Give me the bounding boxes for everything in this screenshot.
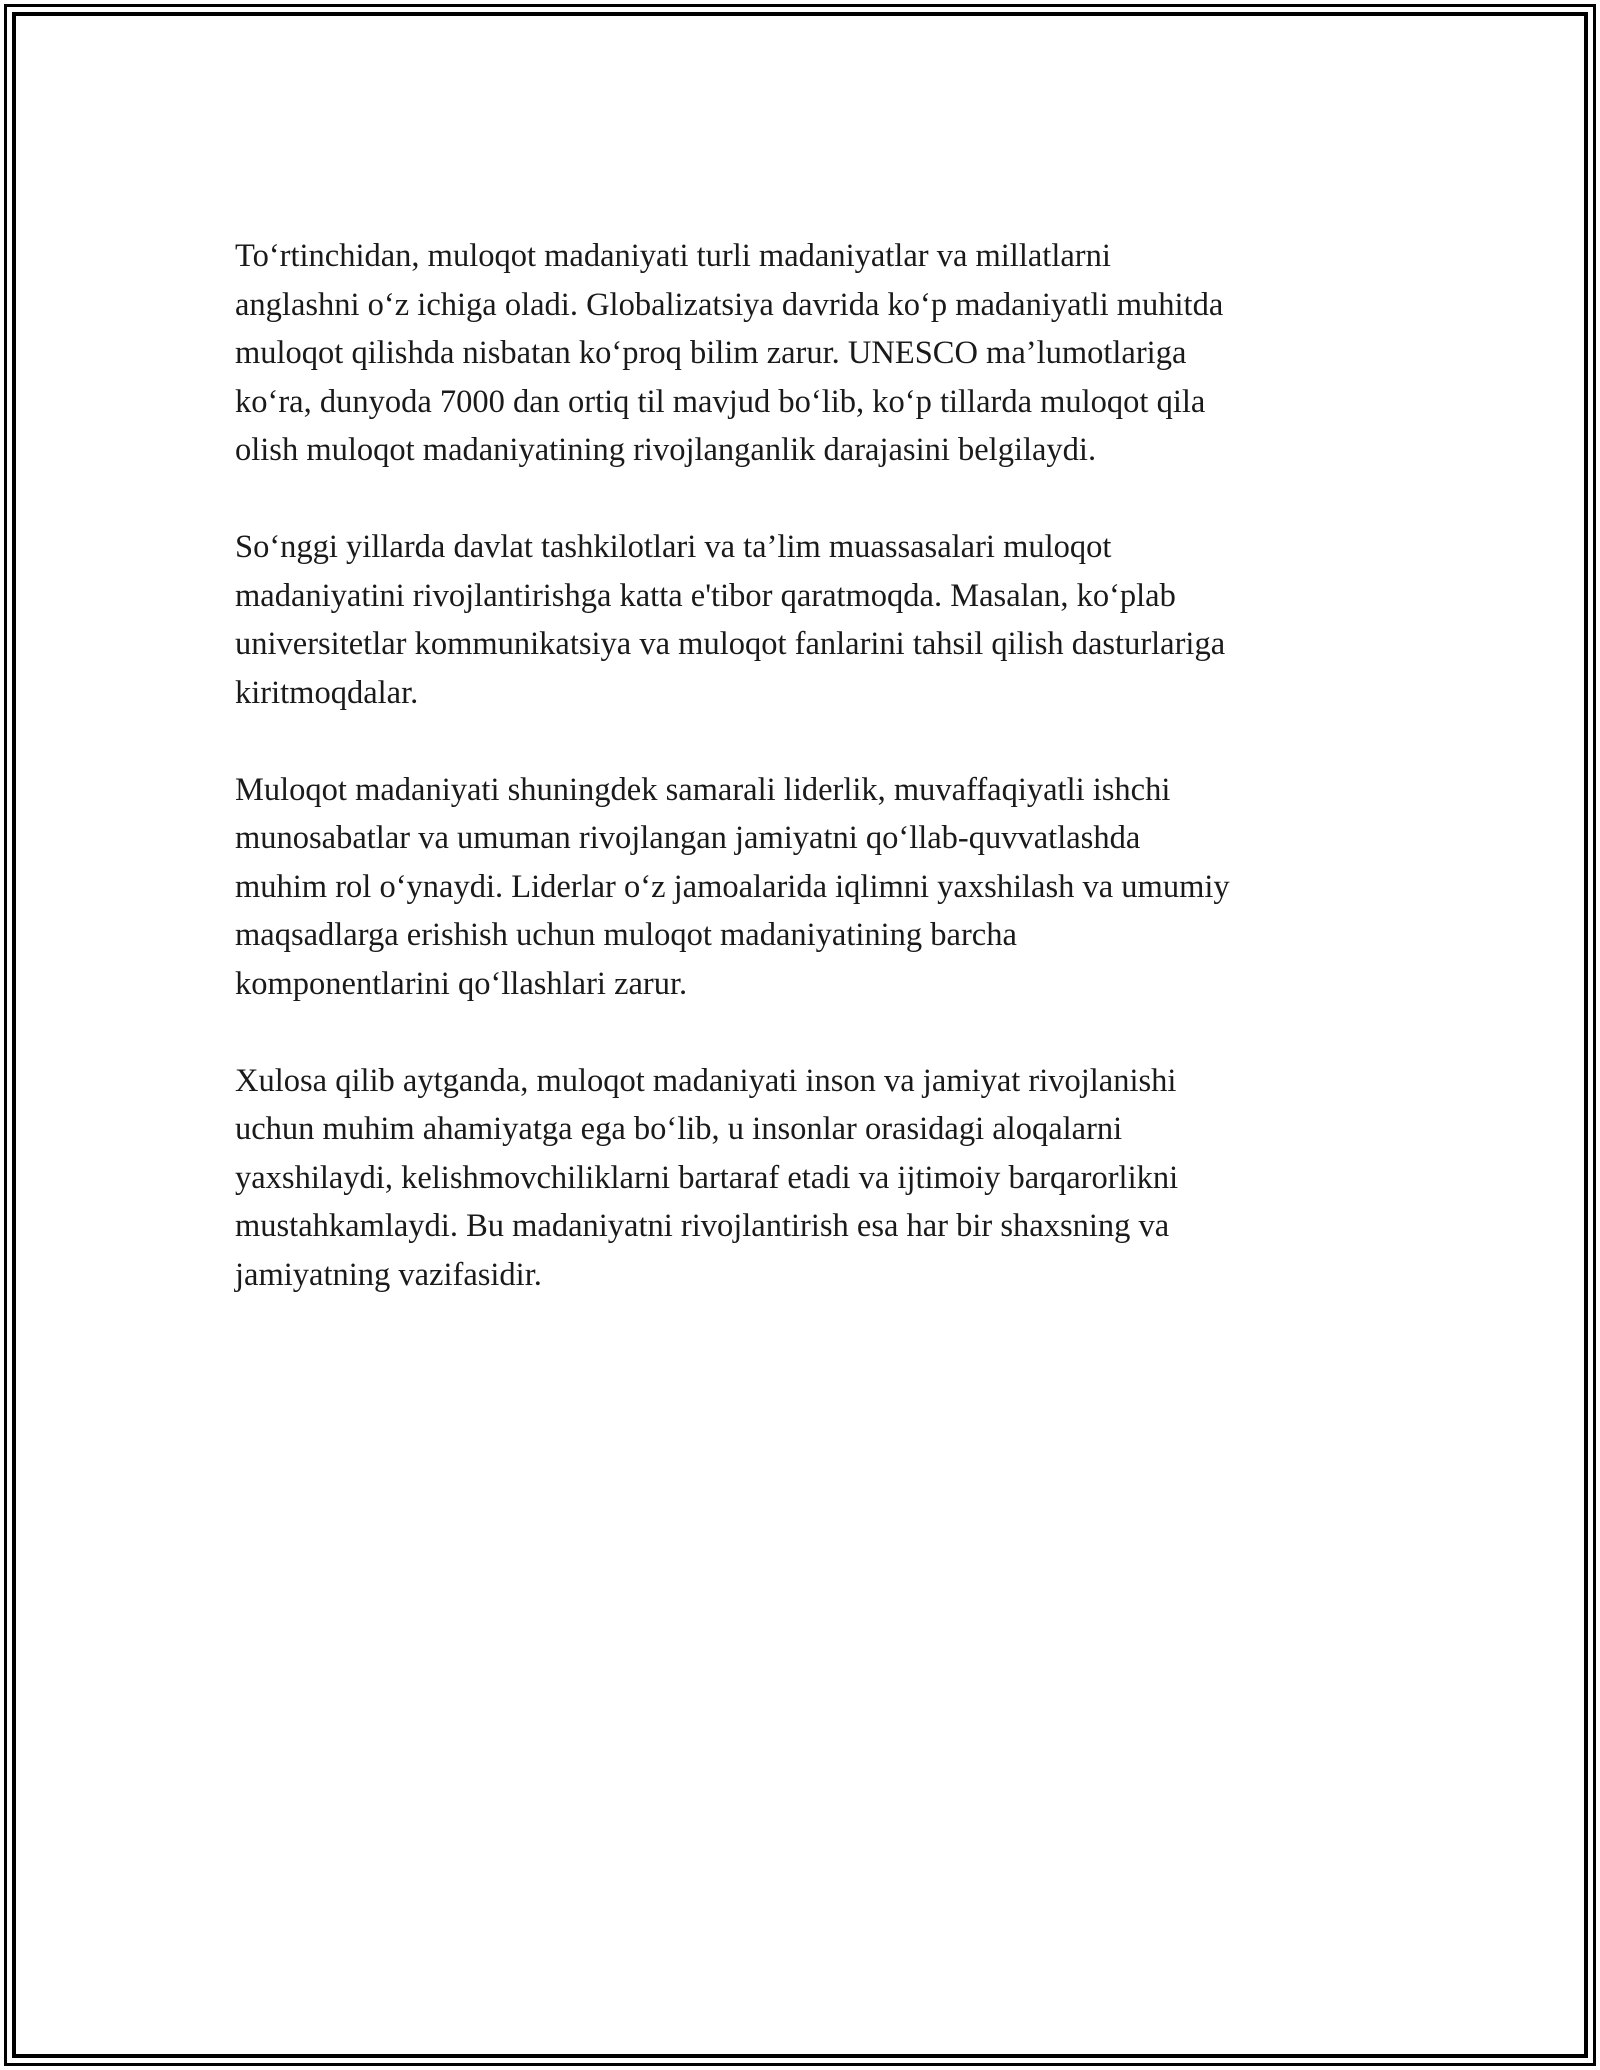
paragraph-4: Xulosa qilib aytganda, muloqot madaniyati inson va jamiyat rivojlanishi uchun muhim ahamiyatga ega bo‘lib, u insonlar orasidagi aloqalarni yaxshilaydi, kelishmovchiliklarni bartaraf etadi va ijtimoiy barqarorlikni mustahkamlaydi. Bu madaniyatni rivojlantirish esa har bir shaxsning va jamiyatning vazifasidir. xyxy=(235,1062,1179,1293)
document-body xyxy=(235,232,1365,1348)
paragraph-3: Muloqot madaniyati shuningdek samarali liderlik, muvaffaqiyatli ishchi munosabatlar va umuman rivojlangan jamiyatni qo‘llab-quvvatlashda muhim rol o‘ynaydi. Liderlar o‘z jamoalarida iqlimni yaxshilash va umumiy maqsadlarga erishish uchun muloqot madaniyatining barcha komponentlarini qo‘llashlari zarur. xyxy=(235,771,1230,1002)
paragraph-2: So‘nggi yillarda davlat tashkilotlari va ta’lim muassasalari muloqot madaniyatini rivojlantirishga katta e'tibor qaratmoqda. Masalan, ko‘plab universitetlar kommunikatsiya va muloqot fanlarini tahsil qilish dasturlariga kiritmoqdalar. xyxy=(235,529,1226,711)
paragraph-1: To‘rtinchidan, muloqot madaniyati turli madaniyatlar va millatlarni anglashni o‘z ichiga oladi. Globalizatsiya davrida ko‘p madaniyatli muhitda muloqot qilishda nisbatan ko‘proq bilim zarur. UNESCO ma’lumotlariga ko‘ra, dunyoda 7000 dan ortiq til mavjud bo‘lib, ko‘p tillarda muloqot qila olish muloqot madaniyatining rivojlanganlik darajasini belgilaydi. xyxy=(235,238,1224,468)
